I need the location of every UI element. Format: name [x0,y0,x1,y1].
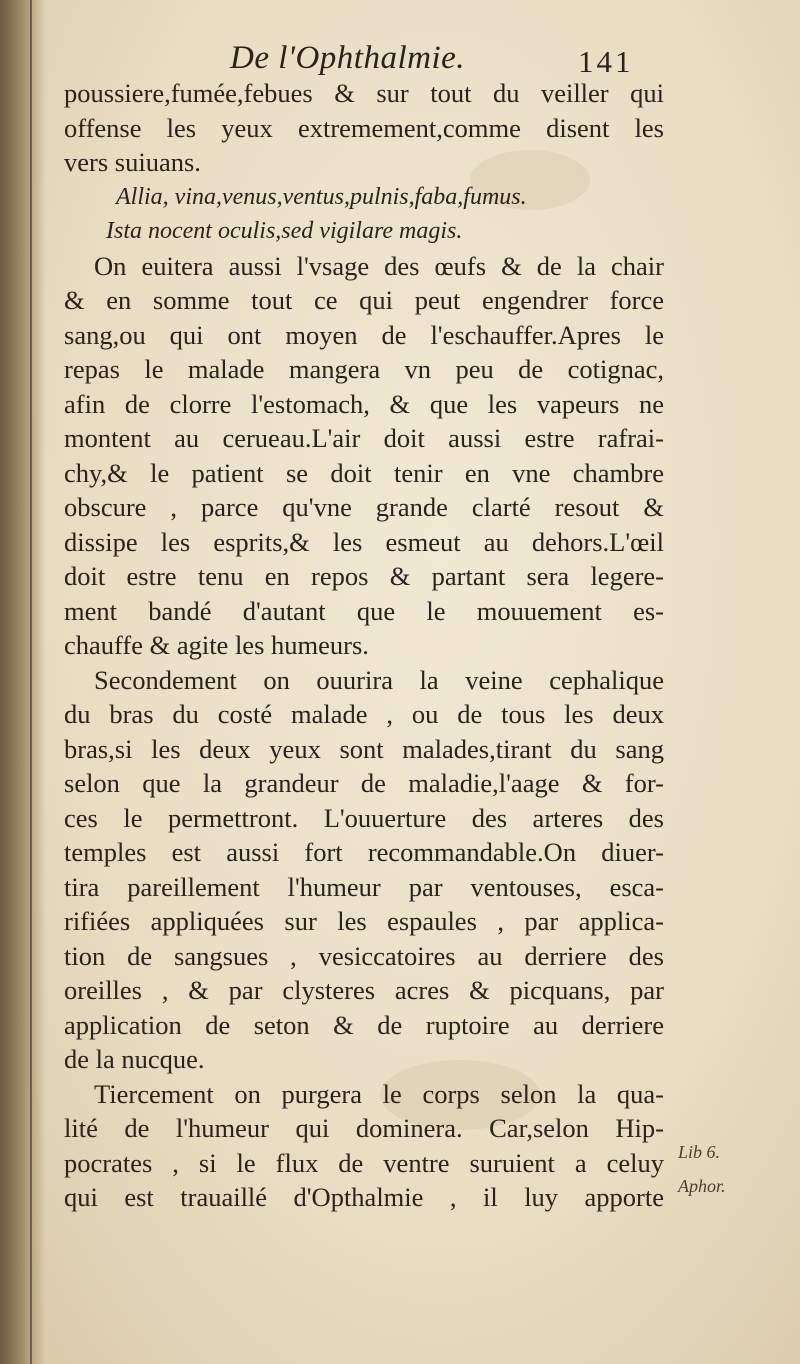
marginal-note: Lib 6. [678,1142,721,1162]
text-line: de la nucque. [64,1044,205,1074]
text-line: offense les yeux extremement,comme disent les [64,112,664,143]
text-line: Tiercement on purgera le corps selon la qua- [94,1078,664,1109]
latin-verse-line: Ista nocent oculis,sed vigilare magis. [106,218,463,244]
text-line: dissipe les esprits,& les esmeut au dehors.L'œil [64,526,664,557]
text-line: ment bandé d'autant que le mouuement es- [64,595,664,626]
text-line: tira pareillement l'humeur par ventouses, esca- [64,871,664,902]
binding-gutter [0,0,46,1364]
marginal-notes [678,1135,788,1203]
text-line: temples est aussi fort recommandable.On diuer- [64,837,664,867]
text-line: montent au cerueau.L'air doit aussi estre rafrai- [64,423,664,453]
binding-edge-line [30,0,32,1364]
text-line: poussiere,fumée,febues & sur tout du veiller qui [64,78,664,108]
text-line: vers suiuans. [64,147,201,177]
page-number: 141 [578,44,634,79]
text-line: selon que la grandeur de maladie,l'aage & for- [64,768,664,798]
text-line: afin de clorre l'estomach, & que les vapeurs ne [64,388,664,419]
text-line: chy,& le patient se doit tenir en vne chambre [64,457,664,488]
text-line: doit estre tenu en repos & partant sera legere- [64,561,664,591]
text-line: sang,ou qui ont moyen de l'eschauffer.Apres le [64,319,664,350]
text-line: repas le malade mangera vn peu de cotignac, [64,354,664,384]
text-line: obscure , parce qu'vne grande clarté resout & [64,492,664,522]
latin-verse-line: Allia, vina,venus,ventus,pulnis,faba,fumus. [116,183,527,210]
text-line: bras,si les deux yeux sont malades,tirant du sang [64,733,664,764]
text-line: oreilles , & par clysteres acres & picquans, par [64,975,664,1005]
running-title: De l'Ophthalmie. [230,40,466,76]
marginal-note: Aphor. [678,1176,726,1196]
text-line: tion de sangsues , vesiccatoires au derriere des [64,940,664,971]
text-line: rifiées appliquées sur les espaules , par applica- [64,906,664,936]
body-text [64,76,664,1215]
text-line: qui est trauaillé d'Opthalmie , il luy apporte [64,1182,664,1212]
text-line: chauffe & agite les humeurs. [64,630,369,660]
text-line: ces le permettront. L'ouuerture des arteres des [64,802,664,833]
text-line: lité de l'humeur qui dominera. Car,selon Hip- [64,1113,664,1143]
text-line: du bras du costé malade , ou de tous les deux [64,699,664,729]
text-line: application de seton & de ruptoire au derriere [64,1009,664,1040]
text-line: On euitera aussi l'vsage des œufs & de la chair [94,250,664,281]
text-line: & en somme tout ce qui peut engendrer force [64,285,664,315]
text-line: Secondement on ouurira la veine cephalique [94,664,664,695]
text-line: pocrates , si le flux de ventre suruient a celuy [64,1147,664,1178]
